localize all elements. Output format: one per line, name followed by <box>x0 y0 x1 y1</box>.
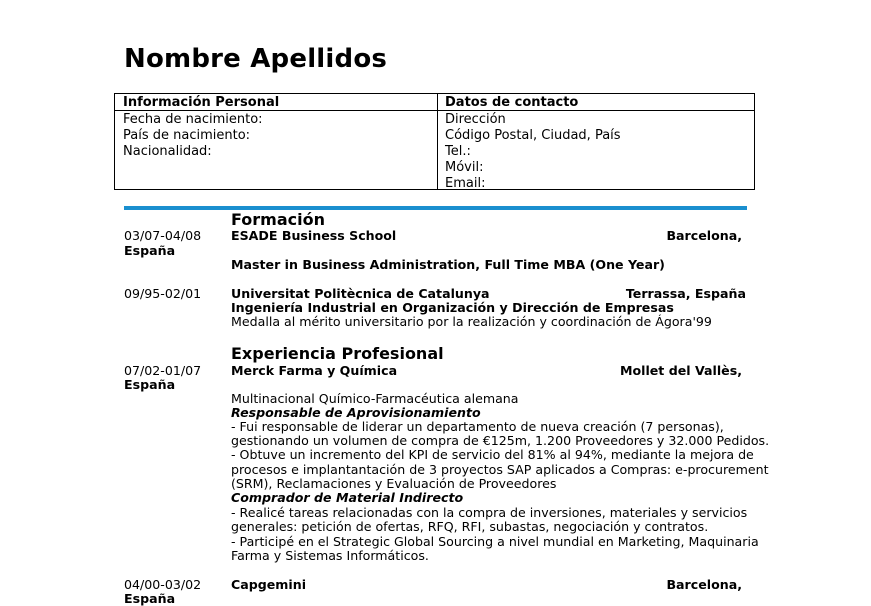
entry-location: Barcelona, <box>666 577 742 592</box>
entry-dates: 07/02-01/07 <box>124 363 202 378</box>
entry-institution: Universitat Politècnica de Catalunya <box>231 286 490 301</box>
entry-company: Capgemini <box>231 577 307 592</box>
email-label: Email: <box>445 176 486 191</box>
entry-dates: 03/07-04/08 <box>124 228 202 243</box>
section-title-formacion: Formación <box>231 210 325 229</box>
role-line: - Fui responsable de liderar un departamento de nueva creación (7 personas), <box>231 419 724 434</box>
entry-location: Barcelona, <box>666 228 742 243</box>
birth-country-label: País de nacimiento: <box>123 128 251 143</box>
contact-header: Datos de contacto <box>445 95 579 110</box>
role-line: generales: petición de ofertas, RFQ, RFI, subastas, negociación y contratos. <box>231 519 709 534</box>
entry-dates: 04/00-03/02 <box>124 577 202 592</box>
role-line: gestionando un volumen de compra de €125m, 1.200 Proveedores y 32.000 Pedidos. <box>231 433 770 448</box>
entry-location: Mollet del Vallès, <box>619 363 742 378</box>
entry-description: Multinacional Químico-Farmacéutica alemana <box>231 391 519 406</box>
role-line: - Participé en el Strategic Global Sourcing a nivel mundial en Marketing, Maquinaria <box>231 534 759 549</box>
role-line: Farma y Sistemas Informáticos. <box>231 548 429 563</box>
role-title: Responsable de Aprovisionamiento <box>231 405 481 420</box>
section-divider-rule <box>124 206 747 210</box>
entry-location: Terrassa, España <box>625 286 746 301</box>
role-title: Comprador de Material Indirecto <box>231 490 464 505</box>
mobile-label: Móvil: <box>445 160 484 175</box>
role-line: - Realicé tareas relacionadas con la compra de inversiones, materiales y servicios <box>231 505 748 520</box>
nationality-label: Nacionalidad: <box>123 144 212 159</box>
postal-label: Código Postal, Ciudad, País <box>445 128 621 143</box>
birth-date-label: Fecha de nacimiento: <box>123 112 263 127</box>
table-divider-horizontal <box>115 110 754 111</box>
phone-label: Tel.: <box>445 144 471 159</box>
section-title-experiencia: Experiencia Profesional <box>231 344 444 363</box>
cv-name: Nombre Apellidos <box>124 44 388 74</box>
entry-note: Medalla al mérito universitario por la realización y coordinación de Ágora'99 <box>231 314 712 329</box>
entry-degree: Ingeniería Industrial en Organización y Dirección de Empresas <box>231 300 674 315</box>
entry-company: Merck Farma y Química <box>231 363 398 378</box>
role-line: (SRM), Reclamaciones y Evaluación de Proveedores <box>231 476 557 491</box>
entry-institution: ESADE Business School <box>231 228 397 243</box>
entry-country: España <box>124 243 176 258</box>
entry-country: España <box>124 591 176 606</box>
entry-degree: Master in Business Administration, Full Time MBA (One Year) <box>231 257 665 272</box>
role-line: procesos e implantantación de 3 proyectos SAP aplicados a Compras: e-procurement <box>231 462 769 477</box>
entry-country: España <box>124 377 176 392</box>
address-label: Dirección <box>445 112 506 127</box>
entry-dates: 09/95-02/01 <box>124 286 202 301</box>
role-line: - Obtuve un incremento del KPI de servicio del 81% al 94%, mediante la mejora de <box>231 447 754 462</box>
personal-info-table <box>114 93 755 190</box>
table-divider-vertical <box>437 94 438 189</box>
personal-info-header: Información Personal <box>123 95 280 110</box>
